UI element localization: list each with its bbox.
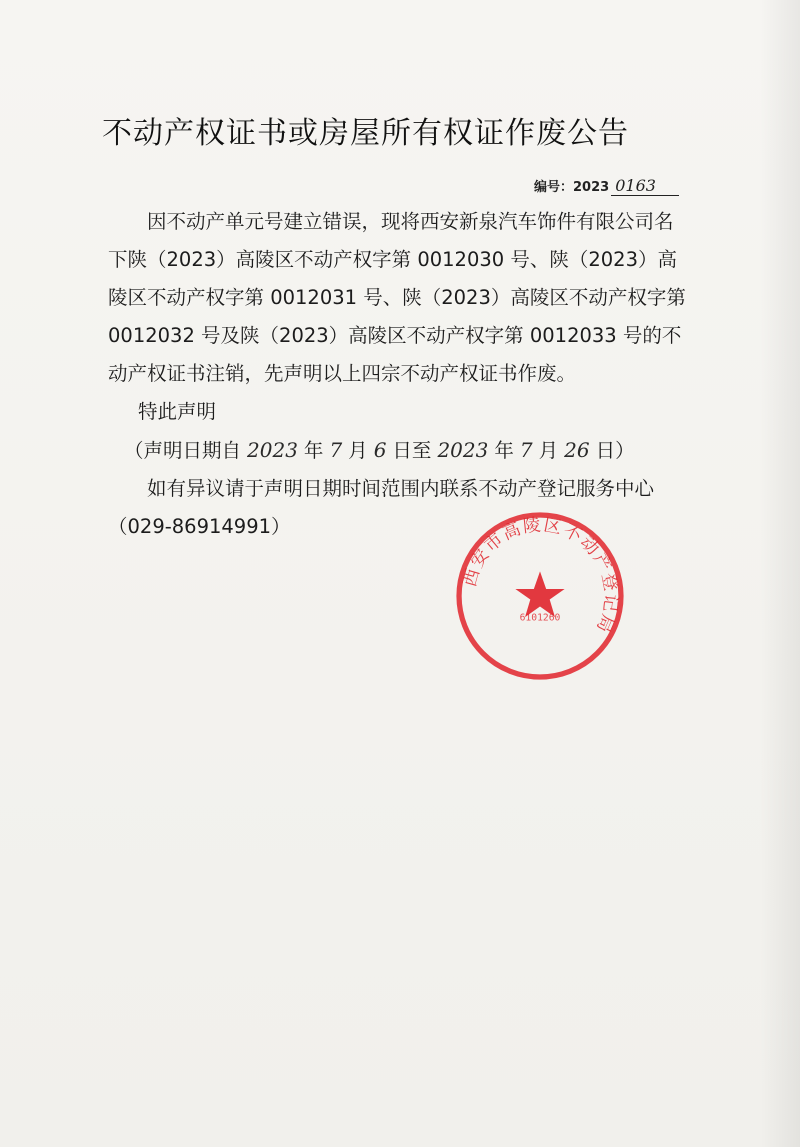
contact-paragraph: 如有异议请于声明日期时间范围内联系不动产登记服务中心（029-86914991） [108,477,655,538]
serial-year: 2023 [573,180,610,195]
start-year: 2023 [247,438,298,462]
start-day: 6 [373,438,387,462]
serial-handwritten-number: 0163 [611,176,679,196]
end-year-char: 年 [494,439,514,462]
year-char: 年 [303,439,324,462]
page-title: 不动产权证书或房屋所有权证作废公告 [102,116,629,151]
end-month-char: 月 [538,439,559,462]
announcement-body [108,203,688,546]
declaration-dates [108,431,688,470]
end-year: 2023 [437,438,489,462]
main-paragraph: 因不动产单元号建立错误，现将西安新泉汽车饰件有限公司名下陕（2023）高陵区不动产权字第 0012030 号、陕（2023）高陵区不动产权字第 0012031 号、陕（2023）高陵区不动产权字第 0012032 号及陕（2023）高陵区不动产权字第 0012033 号的不动产权证书注销，先声明以上四宗不动产权证书作废。 [108,210,686,385]
seal-text: 西安市高陵区不动产登记局 [460,515,621,637]
end-month: 7 [519,438,533,462]
statement-line: 特此声明 [138,400,217,423]
serial-number [534,176,679,196]
serial-label: 编号： [534,180,574,195]
seal-code: 6101260 [519,612,561,624]
page-edge-shadow [760,0,800,1147]
month-char: 月 [348,439,368,462]
seal-star-icon [515,571,564,617]
dates-close: 日） [595,439,635,462]
end-day: 26 [564,438,590,462]
official-seal [452,508,628,684]
start-month: 7 [329,438,343,462]
dates-open: （声明日期自 [124,439,242,462]
dates-to: 日至 [392,439,432,462]
